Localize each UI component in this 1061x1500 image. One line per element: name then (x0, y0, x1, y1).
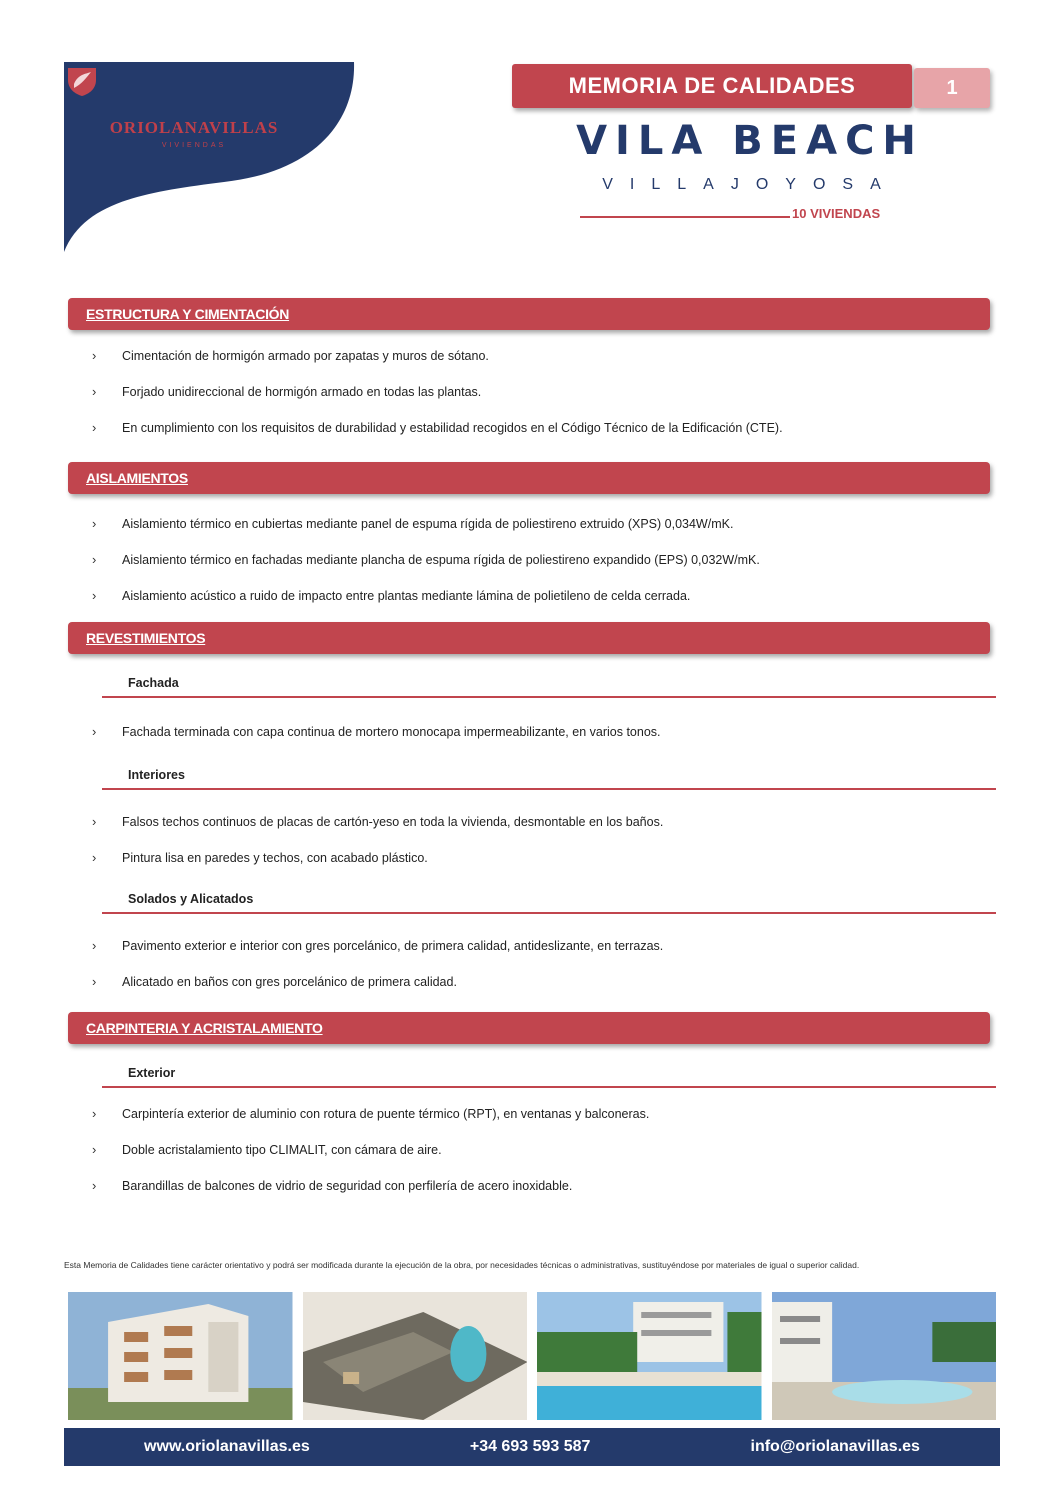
chevron-right-icon: › (92, 974, 97, 989)
list-item-text: Aislamiento térmico en fachadas mediante plancha de espuma rígida de poliestireno expandido (EPS) 0,032W/mK. (122, 552, 760, 567)
list-item (92, 1142, 982, 1157)
list-item (92, 938, 982, 953)
page-number-box (914, 68, 990, 108)
list-item-text: Pintura lisa en paredes y techos, con acabado plástico. (122, 850, 428, 865)
list-item (92, 348, 982, 363)
contact-bar (64, 1428, 1000, 1466)
list-item-text: Doble acristalamiento tipo CLIMALIT, con cámara de aire. (122, 1142, 442, 1157)
list-item-text: En cumplimiento con los requisitos de durabilidad y estabilidad recogidos en el Código Técnico de la Edificación (CTE). (122, 420, 783, 435)
section-title: REVESTIMIENTOS (86, 630, 206, 646)
section-header-revestimientos (68, 622, 990, 654)
chevron-right-icon: › (92, 814, 97, 829)
subsection-solados (102, 892, 996, 914)
list-item (92, 420, 982, 435)
document-title: MEMORIA DE CALIDADES (568, 73, 856, 98)
list-item-text: Barandillas de balcones de vidrio de seguridad con perfilería de acero inoxidable. (122, 1178, 573, 1193)
chevron-right-icon: › (92, 938, 97, 953)
section-title: CARPINTERIA Y ACRISTALAMIENTO (86, 1020, 323, 1036)
subsection-label: Exterior (128, 1066, 176, 1080)
company-logo (64, 62, 356, 252)
chevron-right-icon: › (92, 420, 97, 435)
list-item (92, 552, 982, 567)
list-item (92, 384, 982, 399)
chevron-right-icon: › (92, 1142, 97, 1157)
subsection-label: Fachada (128, 676, 179, 690)
website-link[interactable]: www.oriolanavillas.es (144, 1438, 310, 1455)
list-item (92, 588, 982, 603)
list-item (92, 1178, 982, 1193)
subsection-label: Interiores (128, 768, 185, 782)
chevron-right-icon: › (92, 1106, 97, 1121)
chevron-right-icon: › (92, 348, 97, 363)
logo-background-shape (64, 62, 356, 252)
subsection-label: Solados y Alicatados (128, 892, 254, 906)
section-header-estructura (68, 298, 990, 330)
list-item-text: Aislamiento térmico en cubiertas mediante panel de espuma rígida de poliestireno extruido (XPS) 0,034W/mK. (122, 516, 734, 531)
logo-name: ORIOLANAVILLAS (109, 118, 279, 137)
list-item-text: Forjado unidireccional de hormigón armado en todas las plantas. (122, 384, 482, 399)
project-divider (580, 216, 790, 218)
disclaimer-text: Esta Memoria de Calidades tiene carácter orientativo y podrá ser modificada durante la ejecución de la obra, por necesidades técnicas o administrativas, sustituyéndose por materiales de igual o superior calidad. (64, 1260, 860, 1270)
chevron-right-icon: › (92, 384, 97, 399)
chevron-right-icon: › (92, 850, 97, 865)
subsection-fachada (102, 676, 996, 698)
list-item-text: Aislamiento acústico a ruido de impacto entre plantas mediante lámina de polietileno de celda cerrada. (122, 588, 691, 603)
list-item (92, 516, 982, 531)
section-header-carpinteria (68, 1012, 990, 1044)
document-title-bar (512, 64, 912, 108)
chevron-right-icon: › (92, 1178, 97, 1193)
list-item-text: Alicatado en baños con gres porcelánico de primera calidad. (122, 974, 457, 989)
page-number: 1 (946, 76, 958, 99)
list-item (92, 814, 982, 829)
list-item (92, 724, 982, 739)
subsection-exterior (102, 1066, 996, 1088)
project-name: VILA BEACH (576, 118, 924, 164)
section-title: AISLAMIENTOS (86, 470, 188, 486)
chevron-right-icon: › (92, 552, 97, 567)
logo-emblem-icon (64, 62, 100, 98)
email-link[interactable]: info@oriolanavillas.es (750, 1438, 920, 1455)
list-item (92, 974, 982, 989)
list-item-text: Pavimento exterior e interior con gres porcelánico, de primera calidad, antideslizante, en terrazas. (122, 938, 664, 953)
terrace-pool-image (772, 1292, 997, 1420)
section-title: ESTRUCTURA Y CIMENTACIÓN (86, 306, 290, 322)
subsection-interiores (102, 768, 996, 790)
list-item-text: Fachada terminada con capa continua de mortero monocapa impermeabilizante, en varios tonos. (122, 724, 661, 739)
chevron-right-icon: › (92, 516, 97, 531)
section-header-aislamientos (68, 462, 990, 494)
list-item-text: Cimentación de hormigón armado por zapatas y muros de sótano. (122, 348, 489, 363)
project-units: 10 VIVIENDAS (792, 206, 881, 221)
list-item (92, 850, 982, 865)
photo-strip (68, 1292, 996, 1420)
aerial-pool-image (303, 1292, 528, 1420)
list-item (92, 1106, 982, 1121)
chevron-right-icon: › (92, 588, 97, 603)
list-item-text: Falsos techos continuos de placas de cartón-yeso en toda la vivienda, desmontable en los baños. (122, 814, 664, 829)
chevron-right-icon: › (92, 724, 97, 739)
logo-tagline: VIVIENDAS (161, 142, 227, 149)
building-facade-image (68, 1292, 293, 1420)
list-item-text: Carpintería exterior de aluminio con rotura de puente térmico (RPT), en ventanas y balconeras. (122, 1106, 650, 1121)
project-location: VILLAJOYOSA (602, 176, 898, 193)
phone-number[interactable]: +34 693 593 587 (469, 1438, 591, 1455)
pool-garden-image (537, 1292, 762, 1420)
